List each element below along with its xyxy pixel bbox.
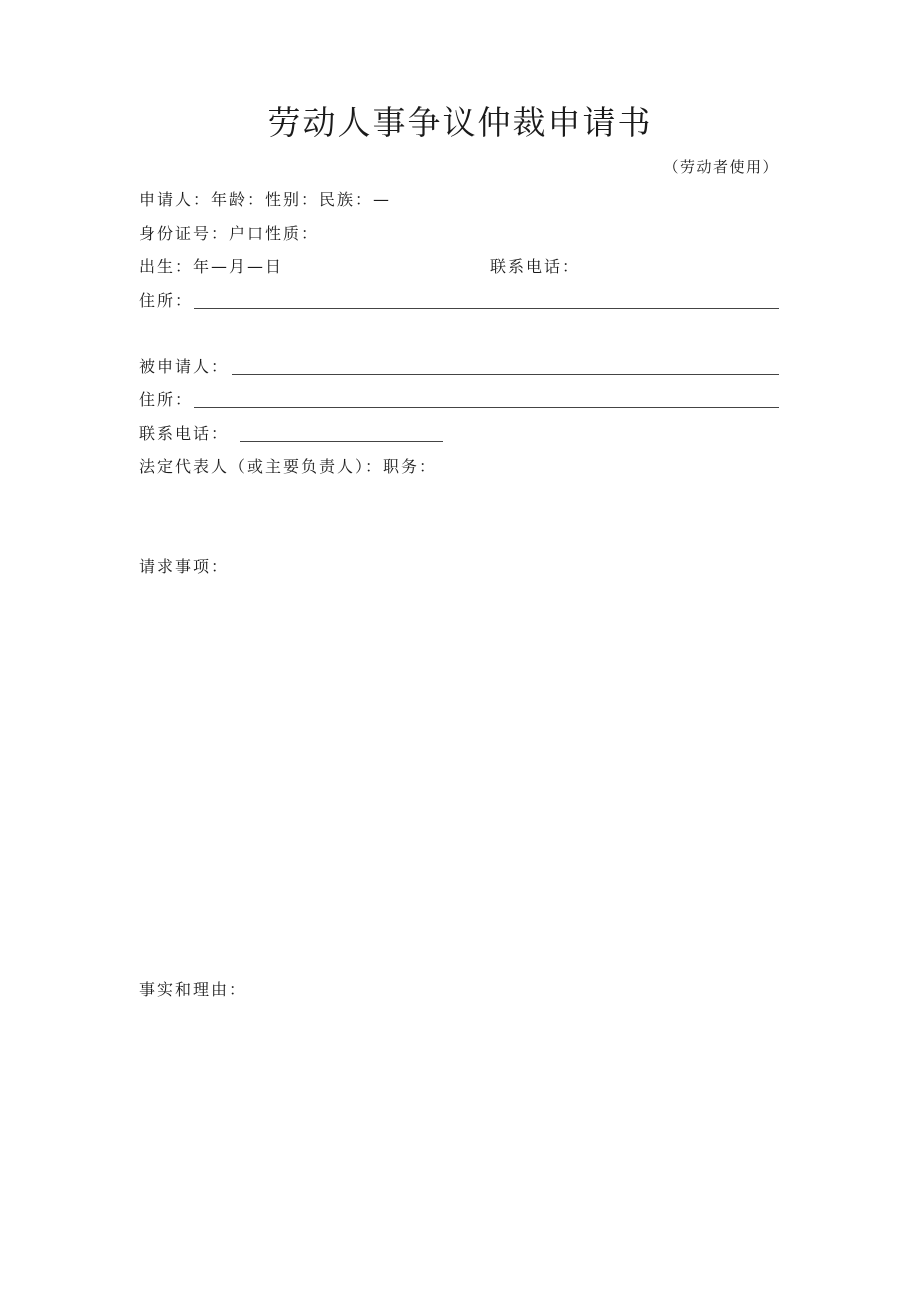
- respondent-address-label: 住所：: [139, 390, 194, 409]
- applicant-id-line: 身份证号：户口性质：: [139, 224, 320, 243]
- applicant-address-label: 住所：: [139, 291, 194, 310]
- respondent-phone-underline: [240, 441, 443, 442]
- applicant-birth-line: 出生：年—月—日: [139, 257, 284, 276]
- facts-section-label: 事实和理由：: [139, 980, 248, 999]
- applicant-info-line: 申请人：年龄：性别：民族：—: [139, 190, 392, 209]
- usage-note: （劳动者使用）: [663, 158, 779, 176]
- page-title: 劳动人事争议仲裁申请书: [267, 103, 653, 142]
- legal-representative-label: 法定代表人（或主要负责人）：职务：: [139, 457, 438, 476]
- respondent-name-underline: [232, 374, 779, 375]
- claims-section-label: 请求事项：: [139, 557, 230, 576]
- respondent-phone-label: 联系电话：: [139, 424, 230, 443]
- applicant-phone-label: 联系电话：: [490, 257, 581, 276]
- respondent-address-underline: [194, 407, 779, 408]
- respondent-name-label: 被申请人：: [139, 357, 230, 376]
- applicant-address-underline: [194, 308, 779, 309]
